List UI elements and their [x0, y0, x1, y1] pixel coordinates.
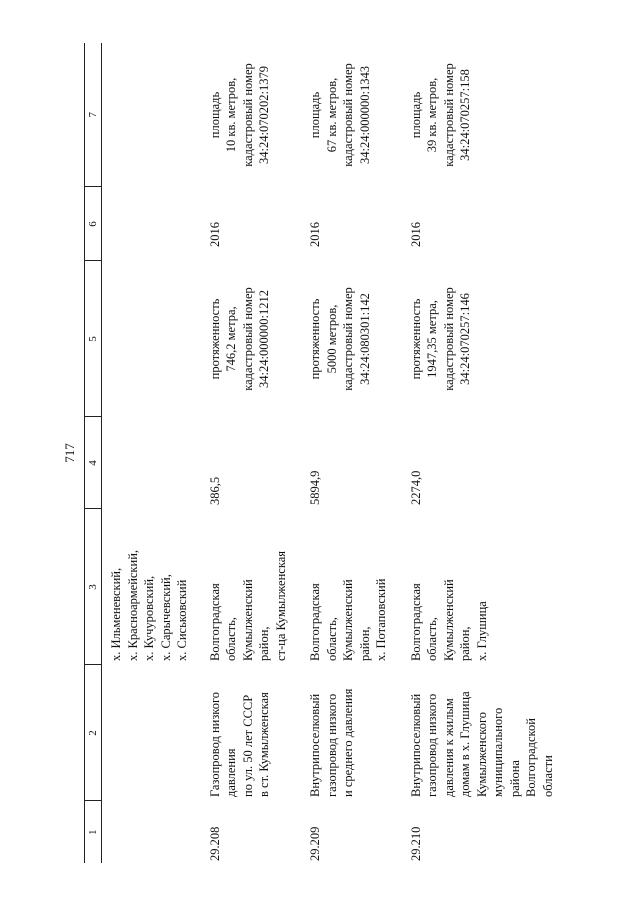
- continuation-location-cell: [102, 509, 201, 665]
- object-year: 2016: [207, 221, 222, 247]
- object-year: 2016: [308, 221, 322, 247]
- object-name: Внутрипоселковый газопровод низкого и среднего давления: [308, 688, 355, 797]
- location-line: х. Кучуровский,: [142, 575, 156, 661]
- location-line: х. Сиськовский: [175, 579, 189, 661]
- rotated-page-content: [50, 43, 590, 863]
- header-col-1: 1: [85, 801, 102, 863]
- continuation-row: [102, 43, 201, 863]
- page-number: 717: [62, 442, 77, 463]
- continuation-empty-cell: [102, 43, 201, 187]
- header-col-3: 3: [85, 509, 102, 665]
- object-value: 386,5: [207, 476, 222, 505]
- object-name: Внутрипоселковый газопровод низкого давления к жилым домам в х. Глушица Кумылженского муниципального района Волгоградской области: [408, 690, 555, 797]
- object-location: Волгоградская область, Кумылженский район, х. Глушица: [408, 578, 489, 661]
- object-characteristic: протяженность 1947,35 метра, кадастровый номер 34:24:070257:146: [408, 286, 472, 391]
- row-number: 29.208: [207, 826, 222, 861]
- table-body: [102, 43, 569, 863]
- header-col-5: 5: [85, 261, 102, 417]
- land-plot-info: площадь 10 кв. метров, кадастровый номер 34:24:070202:1379: [207, 62, 271, 167]
- table-row: [201, 43, 302, 863]
- continuation-empty-cell: [102, 417, 201, 509]
- table-row: [402, 43, 569, 863]
- location-line: х. Сарычевский,: [158, 573, 173, 661]
- row-number: 29.210: [408, 826, 423, 861]
- object-characteristic: протяженность 746,2 метра, кадастровый номер 34:24:000000:1212: [207, 286, 271, 391]
- table-row: [301, 43, 402, 863]
- header-col-4: 4: [85, 417, 102, 509]
- header-col-2: 2: [85, 665, 102, 801]
- land-plot-info: площадь 67 кв. метров, кадастровый номер 34:24:000000:1343: [308, 62, 372, 167]
- row-number: 29.209: [308, 826, 322, 861]
- continuation-empty-cell: [102, 261, 201, 417]
- location-line: х. Красноармейский,: [125, 549, 140, 661]
- object-year: 2016: [408, 221, 423, 247]
- header-col-6: 6: [85, 187, 102, 261]
- land-plot-info: площадь 39 кв. метров, кадастровый номер 34:24:070257:158: [408, 62, 472, 167]
- continuation-num-cell: [102, 801, 201, 863]
- header-row: [85, 43, 102, 863]
- header-col-7: 7: [85, 43, 102, 187]
- object-value: 5894,9: [308, 470, 322, 505]
- table-header: [85, 43, 102, 863]
- object-characteristic: протяженность 5000 метров, кадастровый номер 34:24:080301:142: [308, 286, 372, 391]
- object-location: Волгоградская область, Кумылженский район, х. Потаповский: [308, 578, 388, 661]
- object-location: Волгоградская область, Кумылженский район, ст-ца Кумылженская: [207, 550, 288, 661]
- property-table: [84, 43, 568, 863]
- continuation-empty-cell: [102, 187, 201, 261]
- location-line: х. Ильменевский,: [109, 567, 123, 661]
- object-name: Газопровод низкого давления по ул. 50 лет СССР в ст. Кумылженская: [207, 691, 271, 797]
- object-value: 2274,0: [408, 470, 423, 505]
- continuation-name-cell: [102, 665, 201, 801]
